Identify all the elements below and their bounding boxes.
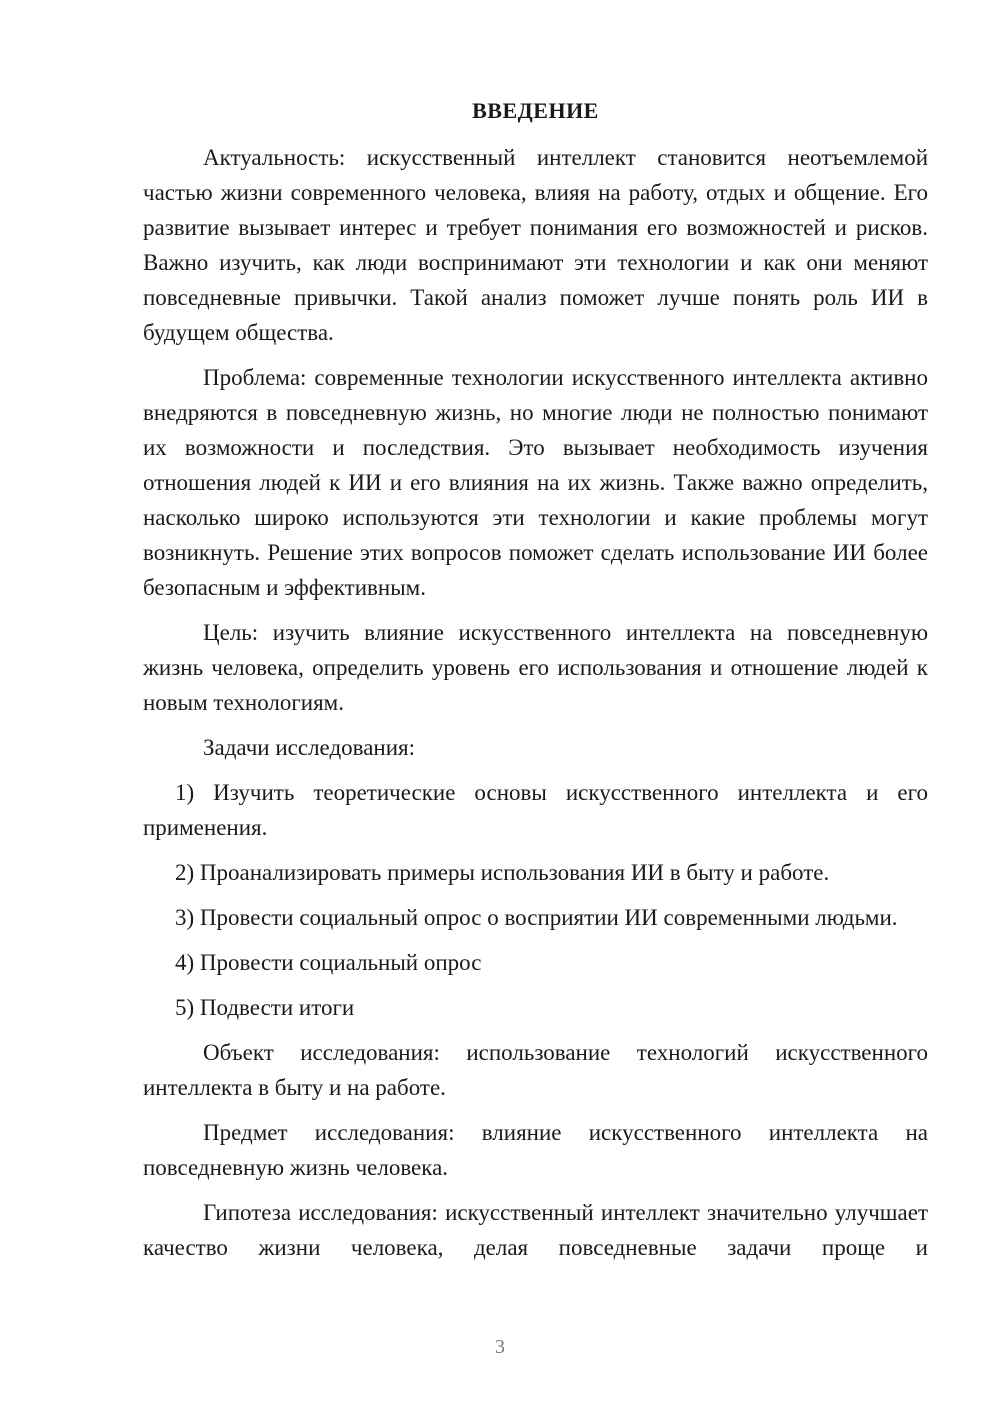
- paragraph-hypothesis: Гипотеза исследования: искусственный интеллект значительно улучшает качество жизни человека, делая повседневные задачи проще и: [143, 1200, 928, 1260]
- section-title: ВВЕДЕНИЕ: [472, 98, 599, 123]
- body-text: [143, 140, 928, 1275]
- paragraph-relevance: Актуальность: искусственный интеллект становится неотъемлемой частью жизни современного человека, влияя на работу, отдых и общение. Его развитие вызывает интерес и требует понимания его возможностей и рисков. Важно изучить, как люди воспринимают эти технологии и как они меняют повседневные привычки. Такой анализ поможет лучше понять роль ИИ в будущем общества.: [143, 145, 928, 345]
- task-item: 1) Изучить теоретические основы искусственного интеллекта и его применения.: [143, 780, 928, 840]
- tasks-heading: Задачи исследования:: [203, 735, 416, 760]
- task-item: 2) Проанализировать примеры использования ИИ в быту и работе.: [175, 860, 830, 885]
- task-item: 5) Подвести итоги: [175, 995, 355, 1020]
- paragraph-subject: Предмет исследования: влияние искусственного интеллекта на повседневную жизнь человека.: [143, 1120, 928, 1180]
- task-item: 3) Провести социальный опрос о восприятии ИИ современными людьми.: [175, 905, 898, 930]
- paragraph-object: Объект исследования: использование технологий искусственного интеллекта в быту и на работе.: [143, 1040, 928, 1100]
- page-number: 3: [495, 1336, 505, 1358]
- paragraph-goal: Цель: изучить влияние искусственного интеллекта на повседневную жизнь человека, определить уровень его использования и отношение людей к новым технологиям.: [143, 620, 928, 715]
- paragraph-problem: Проблема: современные технологии искусственного интеллекта активно внедряются в повседневную жизнь, но многие люди не полностью понимают их возможности и последствия. Это вызывает необходимость изучения отношения людей к ИИ и его влияния на их жизнь. Также важно определить, насколько широко используются эти технологии и какие проблемы могут возникнуть. Решение этих вопросов поможет сделать использование ИИ более безопасным и эффективным.: [143, 365, 928, 600]
- task-item: 4) Провести социальный опрос: [175, 950, 482, 975]
